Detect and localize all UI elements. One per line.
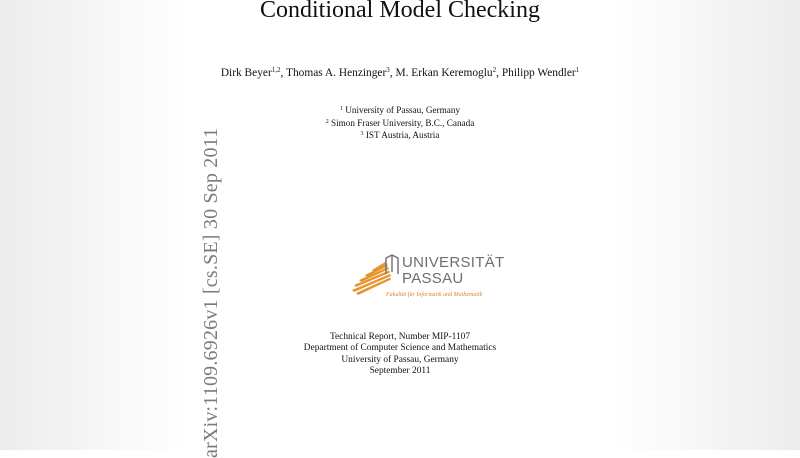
author-1: Dirk Beyer$^{1,2}$, bbox=[220, 66, 286, 79]
viewer-background-left bbox=[0, 0, 190, 450]
author-list bbox=[190, 66, 610, 79]
paper-title: Conditional Model Checking bbox=[260, 0, 540, 23]
affiliation-1: $^1$ University of Passau, Germany bbox=[339, 105, 461, 115]
logo-text-line1: UNIVERSITÄT bbox=[402, 254, 505, 271]
arxiv-identifier-stamp: arXiv:1109.6926v1 [cs.SE] 30 Sep 2011 bbox=[200, 127, 222, 458]
report-department: Department of Computer Science and Mathematics bbox=[303, 343, 497, 354]
author-4: Philipp Wendler$^1$ bbox=[501, 66, 580, 79]
report-info bbox=[190, 332, 610, 378]
viewer-background-right bbox=[610, 0, 800, 450]
university-logo bbox=[350, 252, 505, 308]
report-date: September 2011 bbox=[369, 366, 431, 377]
paper-page bbox=[190, 0, 610, 450]
author-3: M. Erkan Keremoglu$^2$, bbox=[395, 66, 502, 79]
passau-fan-icon bbox=[350, 252, 402, 296]
affiliation-3: $^3$ IST Austria, Austria bbox=[360, 130, 440, 140]
author-2: Thomas A. Henzinger$^3$, bbox=[286, 66, 396, 79]
report-number: Technical Report, Number MIP-1107 bbox=[329, 332, 471, 342]
affiliation-2: $^2$ Simon Fraser University, B.C., Canada bbox=[325, 117, 475, 128]
report-university: University of Passau, Germany bbox=[341, 354, 459, 365]
logo-text-line2: PASSAU bbox=[402, 270, 464, 287]
logo-subtitle: Fakultät für Informatik und Mathematik bbox=[386, 292, 483, 298]
affiliation-list bbox=[190, 104, 610, 142]
